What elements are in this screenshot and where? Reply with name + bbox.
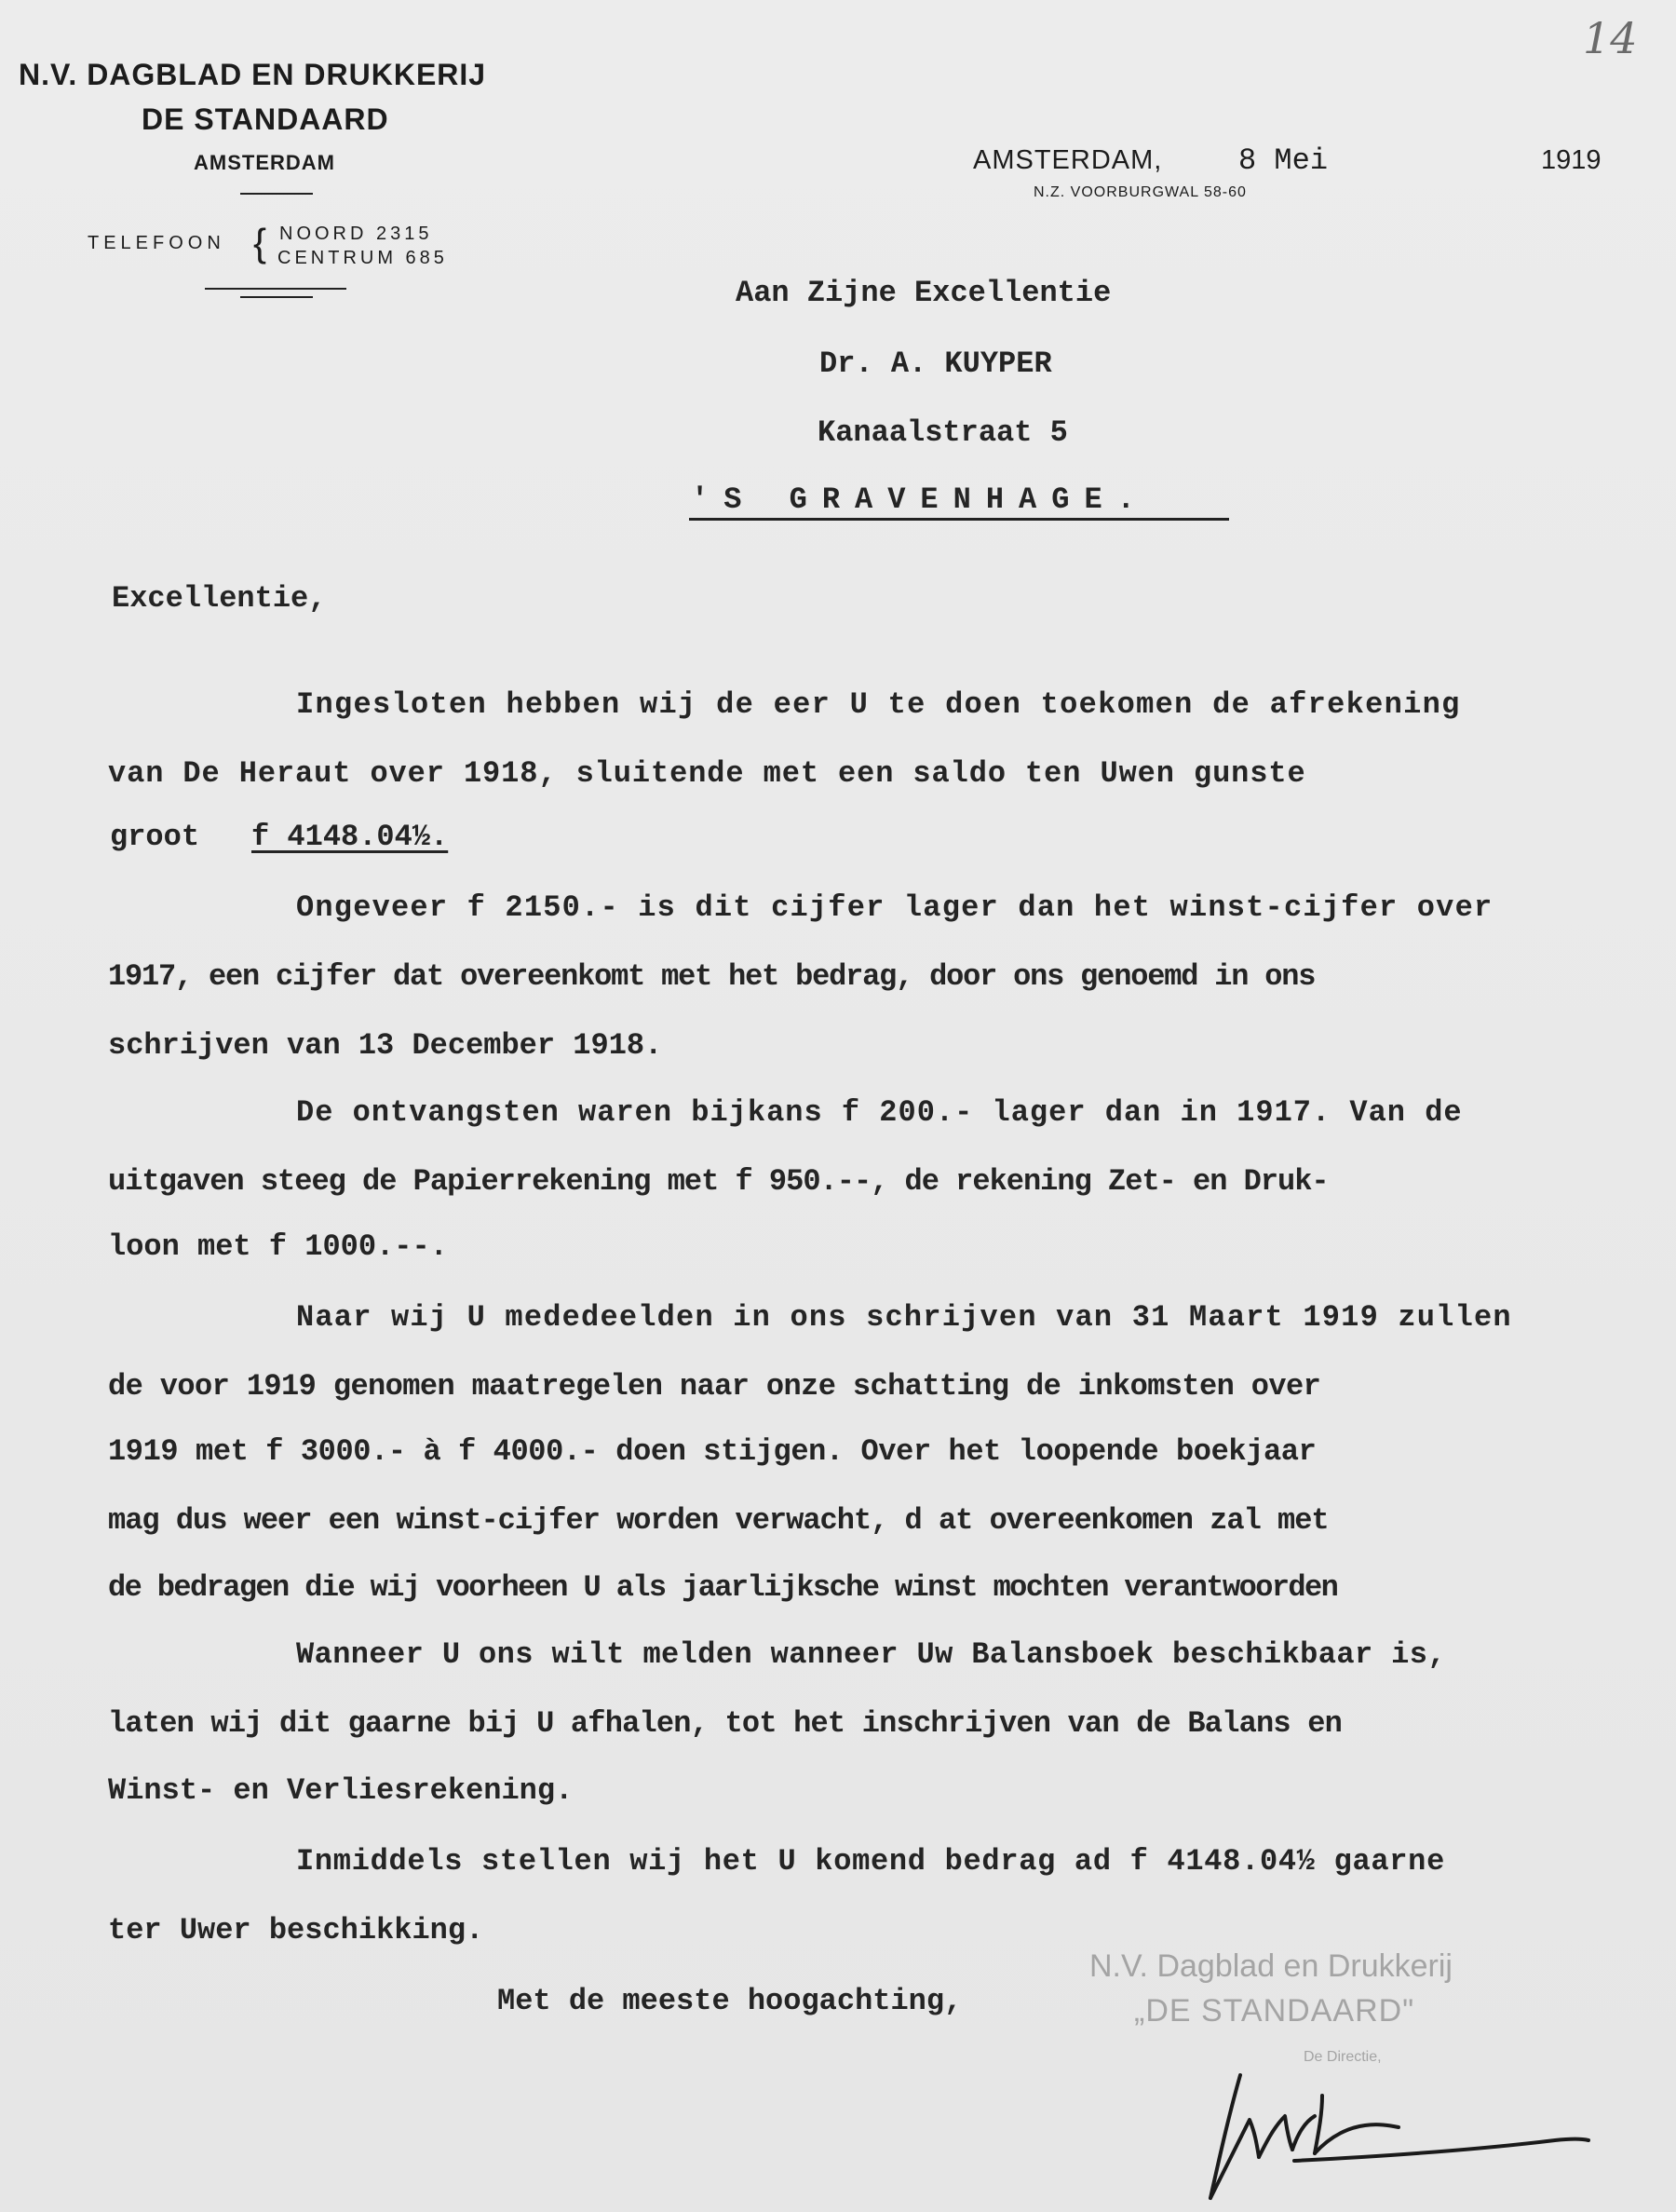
- recipient-line-1: Aan Zijne Excellentie: [736, 276, 1112, 310]
- letterhead-company: N.V. DAGBLAD EN DRUKKERIJ: [19, 58, 487, 91]
- body-line: uitgaven steeg de Papierrekening met f 950.--, de rekening Zet- en Druk-: [108, 1164, 1329, 1199]
- stamp-name: „DE STANDAARD": [1134, 1993, 1415, 2029]
- letterhead-telefoon-label: TELEFOON: [88, 233, 225, 253]
- body-line: Ongeveer f 2150.- is dit cijfer lager dan het winst-cijfer over: [296, 890, 1494, 925]
- stamp-company: N.V. Dagblad en Drukkerij: [1089, 1948, 1453, 1984]
- date-year: 1919: [1541, 145, 1602, 175]
- recipient-line-3: Kanaalstraat 5: [818, 415, 1068, 450]
- letterhead-phone-noord: NOORD 2315: [279, 224, 433, 244]
- body-line: de bedragen die wij voorheen U als jaarlijksche winst mochten verantwoorden: [108, 1570, 1338, 1605]
- body-line: laten wij dit gaarne bij U afhalen, tot het inschrijven van de Balans en: [108, 1706, 1343, 1741]
- body-line: van De Heraut over 1918, sluitende met een saldo ten Uwen gunste: [108, 756, 1306, 791]
- letterhead-company-name: DE STANDAARD: [142, 102, 389, 136]
- body-line: 1919 met f 3000.- à f 4000.- doen stijgen. Over het loopende boekjaar: [108, 1434, 1317, 1469]
- body-line: 1917, een cijfer dat overeenkomt met het bedrag, door ons genoemd in ons: [108, 959, 1316, 994]
- body-line: De ontvangsten waren bijkans f 200.- lager dan in 1917. Van de: [296, 1095, 1463, 1130]
- letterhead-street-address: N.Z. VOORBURGWAL 58-60: [1034, 184, 1247, 200]
- letterhead-city: AMSTERDAM: [194, 151, 335, 174]
- body-line: schrijven van 13 December 1918.: [108, 1028, 663, 1063]
- letterhead-divider-long: [205, 288, 346, 290]
- stamp-directie: De Directie,: [1304, 2049, 1382, 2065]
- letterhead-divider: [240, 193, 313, 195]
- signature-image: [1183, 2068, 1592, 2207]
- salutation: Excellentie,: [112, 581, 327, 616]
- body-line: mag dus weer een winst-cijfer worden verwacht, d at overeenkomen zal met: [108, 1503, 1329, 1538]
- date-day-month: 8 Mei: [1238, 143, 1329, 178]
- body-line: groot: [110, 820, 200, 854]
- letterhead-brace: {: [253, 221, 267, 265]
- date-place: AMSTERDAM,: [973, 145, 1163, 175]
- archive-number: 14: [1583, 13, 1638, 63]
- body-line: Winst- en Verliesrekening.: [108, 1773, 574, 1808]
- closing: Met de meeste hoogachting,: [497, 1984, 963, 2018]
- letterhead-phone-centrum: CENTRUM 685: [277, 248, 448, 268]
- recipient-city-underline: [689, 518, 1229, 521]
- body-line: Ingesloten hebben wij de eer U te doen toekomen de afrekening: [296, 687, 1461, 722]
- body-line: Naar wij U mededeelden in ons schrijven van 31 Maart 1919 zullen: [296, 1300, 1512, 1335]
- body-amount-underlined: f 4148.04½.: [251, 820, 449, 854]
- body-line: ter Uwer beschikking.: [108, 1913, 484, 1947]
- letterhead-divider-short: [240, 296, 313, 298]
- body-line: de voor 1919 genomen maatregelen naar onze schatting de inkomsten over: [108, 1369, 1321, 1404]
- body-line: Wanneer U ons wilt melden wanneer Uw Balansboek beschikbaar is,: [296, 1637, 1446, 1672]
- recipient-line-2: Dr. A. KUYPER: [819, 346, 1052, 381]
- body-line: loon met f 1000.--.: [108, 1229, 448, 1264]
- body-line: Inmiddels stellen wij het U komend bedrag ad f 4148.04½ gaarne: [296, 1844, 1445, 1879]
- recipient-city: 'S GRAVENHAGE.: [691, 482, 1150, 517]
